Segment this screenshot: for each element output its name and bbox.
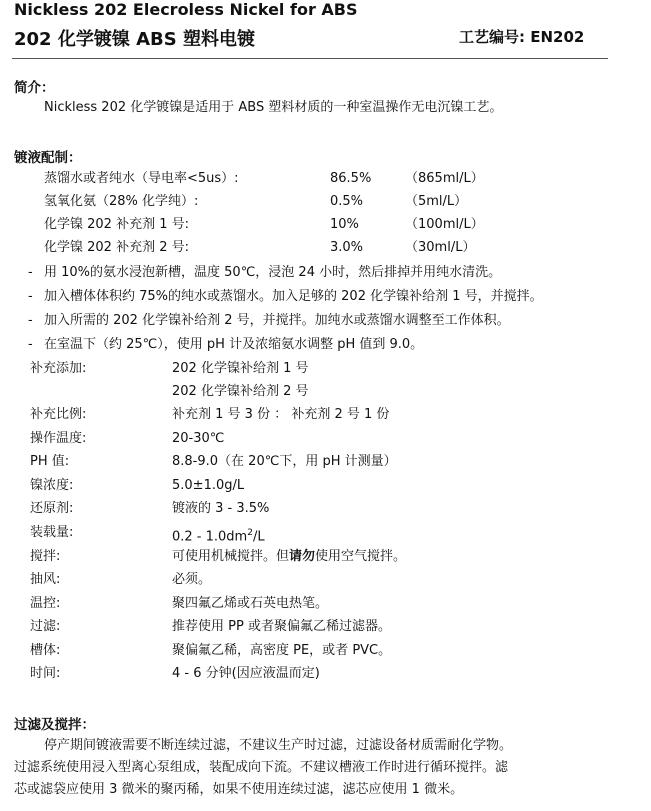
process-code: 工艺编号: EN202 — [459, 28, 585, 46]
load-range: 0.2 - 1.0dm — [172, 529, 248, 545]
ph-label: PH 值: — [30, 454, 70, 469]
bath-row-name: 蒸馏水或者纯水（导电率<5us）: — [44, 171, 239, 186]
load-exponent: 2 — [247, 528, 253, 538]
load-unit: /L — [252, 529, 265, 545]
bath-row-amount: （865ml/L） — [405, 171, 484, 186]
bath-row-pct: 3.0% — [330, 240, 364, 255]
filtration-heading: 过滤及搅拌： — [14, 717, 95, 733]
title-chinese: 202 化学镀镍 ABS 塑料电镀 — [14, 29, 255, 50]
step-bullet: - — [28, 265, 33, 280]
bath-row-amount: （30ml/L） — [405, 240, 476, 255]
time-label: 时间: — [30, 666, 61, 681]
filtration-paragraph — [14, 735, 614, 801]
ph-value: 8.8-9.0（在 20℃下，用 pH 计测量） — [172, 454, 397, 469]
agitation-text: 使用空气搅拌。 — [315, 549, 407, 564]
bath-step: 加入所需的 202 化学镍补给剂 2 号，并搅拌。加纯水或蒸馏水调整至工作体积。 — [44, 313, 510, 328]
agitation-warning: 请勿 — [289, 549, 316, 564]
bath-row-name: 化学镍 202 补充剂 1 号: — [44, 217, 189, 232]
bath-row-pct: 10% — [330, 217, 359, 232]
load-value — [172, 524, 265, 546]
step-bullet: - — [28, 313, 33, 328]
replenish-label: 补充添加: — [30, 361, 87, 376]
filter-label: 过滤: — [30, 619, 61, 634]
nickel-label: 镍浓度: — [30, 478, 74, 493]
bath-row-name: 化学镍 202 补充剂 2 号: — [44, 240, 189, 255]
bath-row-pct: 0.5% — [330, 194, 364, 209]
replenish-value: 202 化学镍补给剂 1 号 — [172, 361, 309, 376]
step-bullet: - — [28, 337, 33, 352]
time-value: 4 - 6 分钟(因应液温而定) — [172, 666, 320, 681]
tank-value: 聚偏氟乙稀，高密度 PE，或者 PVC。 — [172, 643, 392, 658]
bath-step: 加入槽体体积约 75%的纯水或蒸馏水。加入足够的 202 化学镍补给剂 1 号，并搅拌。 — [44, 289, 543, 304]
filtration-line: 停产期间镀液需要不断连续过滤，不建议生产时过滤，过滤设备材质需耐化学物。 — [44, 738, 513, 753]
tank-label: 槽体: — [30, 643, 61, 658]
bath-step: 用 10%的氨水浸泡新槽，温度 50℃，浸泡 24 小时，然后排掉并用纯水清洗。 — [44, 265, 502, 280]
temp-label: 操作温度: — [30, 431, 87, 446]
nickel-value: 5.0±1.0g/L — [172, 478, 245, 493]
bath-step: 在室温下（约 25℃），使用 pH 计及浓缩氨水调整 pH 值到 9.0。 — [44, 337, 424, 352]
reducer-label: 还原剂: — [30, 501, 74, 516]
bath-row-amount: （5ml/L） — [405, 194, 468, 209]
heating-label: 温控: — [30, 596, 61, 611]
step-bullet: - — [28, 289, 33, 304]
header-divider — [12, 58, 608, 59]
replenish-value: 202 化学镍补给剂 2 号 — [172, 384, 309, 399]
agitation-text: 可使用机械搅拌。但 — [172, 549, 290, 564]
agitation-label: 搅拌: — [30, 549, 61, 564]
intro-text: Nickless 202 化学镀镍是适用于 ABS 塑料材质的一种室温操作无电沉镍工艺。 — [44, 100, 503, 115]
filtration-line: 过滤系统使用浸入型离心泵组成，装配成向下流。不建议槽液工作时进行循环搅拌。滤 — [14, 760, 509, 775]
agitation-value — [172, 548, 406, 566]
load-label: 装载量: — [30, 525, 74, 540]
heating-value: 聚四氟乙烯或石英电热笔。 — [172, 596, 329, 611]
exhaust-label: 抽风: — [30, 572, 61, 587]
intro-heading: 简介： — [14, 80, 55, 96]
filter-value: 推荐使用 PP 或者聚偏氟乙稀过滤器。 — [172, 619, 391, 634]
exhaust-value: 必须。 — [172, 572, 212, 587]
bath-heading: 镀液配制： — [14, 150, 82, 166]
filtration-line: 芯或滤袋应使用 3 微米的聚丙稀，如果不使用连续过滤，滤芯应使用 1 微米。 — [14, 782, 464, 797]
bath-row-name: 氢氧化氨（28% 化学纯）: — [44, 194, 199, 209]
bath-row-amount: （100ml/L） — [405, 217, 484, 232]
ratio-value: 补充剂 1 号 3 份 ： 补充剂 2 号 1 份 — [172, 407, 390, 422]
reducer-value: 镀液的 3 - 3.5% — [172, 501, 270, 516]
bath-row-pct: 86.5% — [330, 171, 372, 186]
ratio-label: 补充比例: — [30, 407, 87, 422]
title-english: Nickless 202 Elecroless Nickel for ABS — [14, 0, 358, 19]
temp-value: 20-30℃ — [172, 431, 225, 446]
